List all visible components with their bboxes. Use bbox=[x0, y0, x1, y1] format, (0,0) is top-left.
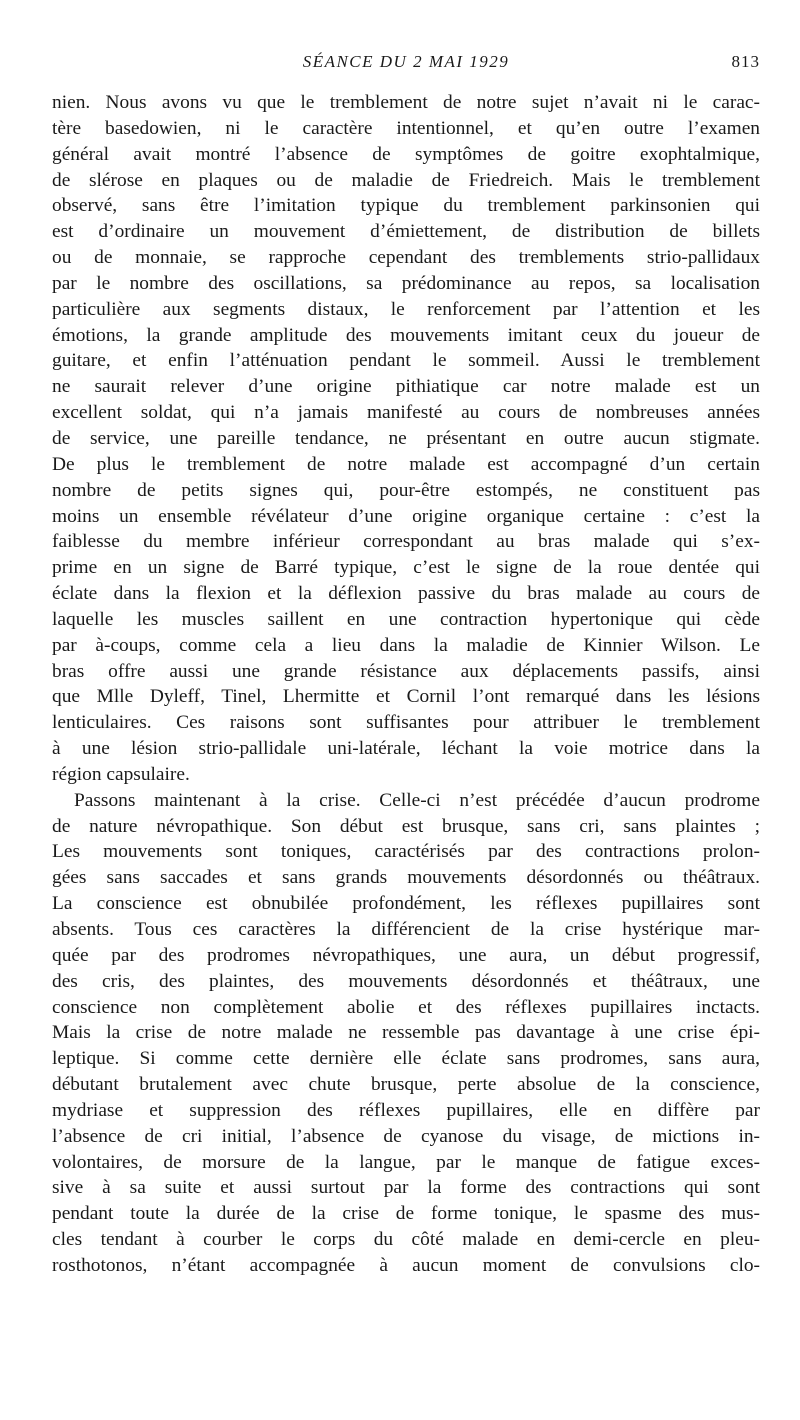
running-head bbox=[52, 52, 760, 76]
text-line: nien. Nous avons vu que le tremblement de notre sujet n’avait ni le carac- bbox=[52, 92, 760, 113]
text-line: ou de monnaie, se rapproche cependant des tremblements strio-pallidaux bbox=[52, 247, 760, 269]
text-line: région capsulaire. bbox=[52, 763, 190, 785]
text-line: ne saurait relever d’une origine pithiatique car notre malade est un bbox=[52, 376, 760, 398]
text-line: faiblesse du membre inférieur correspondant au bras malade qui s’ex- bbox=[52, 531, 760, 553]
page-number: 813 bbox=[731, 52, 760, 71]
text-line: observé, sans être l’imitation typique du tremblement parkinsonien qui bbox=[52, 195, 760, 217]
text-line: quée par des prodromes névropathiques, une aura, un début progressif, bbox=[52, 944, 760, 966]
text-line: bras offre aussi une grande résistance aux déplacements passifs, ainsi bbox=[52, 660, 760, 682]
text-line: tère basedowien, ni le caractère intentionnel, et qu’en outre l’examen bbox=[52, 117, 760, 139]
text-line: La conscience est obnubilée profondément, les réflexes pupillaires sont bbox=[52, 893, 760, 915]
text-line: excellent soldat, qui n’a jamais manifesté au cours de nombreuses années bbox=[52, 402, 760, 424]
body-text bbox=[52, 90, 760, 1279]
text-line: général avait montré l’absence de symptômes de goitre exophtalmique, bbox=[52, 143, 760, 165]
text-line: Mais la crise de notre malade ne ressemble pas davantage à une crise épi- bbox=[52, 1022, 760, 1044]
text-line: nombre de petits signes qui, pour-être estompés, ne constituent pas bbox=[52, 479, 760, 501]
text-line: est d’ordinaire un mouvement d’émiettement, de distribution de billets bbox=[52, 221, 760, 243]
text-line: par le nombre des oscillations, sa prédominance au repos, sa localisation bbox=[52, 272, 760, 294]
text-line: lenticulaires. Ces raisons sont suffisantes pour attribuer le tremblement bbox=[52, 712, 760, 734]
text-line: débutant brutalement avec chute brusque, perte absolue de la conscience, bbox=[52, 1074, 760, 1096]
text-line: que Mlle Dyleff, Tinel, Lhermitte et Cornil l’ont remarqué dans les lésions bbox=[52, 686, 760, 708]
text-line: De plus le tremblement de notre malade est accompagné d’un certain bbox=[52, 453, 760, 475]
text-line: éclate dans la flexion et la déflexion passive du bras malade au cours de bbox=[52, 583, 760, 605]
text-line: à une lésion strio-pallidale uni-latérale, léchant la voie motrice dans la bbox=[52, 738, 760, 760]
text-line: prime en un signe de Barré typique, c’est le signe de la roue dentée qui bbox=[52, 557, 760, 579]
text-line: cles tendant à courber le corps du côté malade en demi-cercle en pleu- bbox=[52, 1229, 760, 1251]
text-line: des cris, des plaintes, des mouvements désordonnés et théâtraux, une bbox=[52, 970, 760, 992]
text-line: Passons maintenant à la crise. Celle-ci n’est précédée d’aucun prodrome bbox=[74, 789, 760, 811]
text-line: guitare, et enfin l’atténuation pendant le sommeil. Aussi le tremblement bbox=[52, 350, 760, 372]
text-line: volontaires, de morsure de la langue, par le manque de fatigue exces- bbox=[52, 1151, 760, 1173]
running-head-title: SÉANCE DU 2 MAI 1929 bbox=[302, 52, 510, 71]
text-line: de nature névropathique. Son début est brusque, sans cri, sans plaintes ; bbox=[52, 815, 760, 837]
text-line: Les mouvements sont toniques, caractérisés par des contractions prolon- bbox=[52, 841, 760, 863]
text-line: pendant toute la durée de la crise de forme tonique, le spasme des mus- bbox=[52, 1203, 760, 1225]
text-line: leptique. Si comme cette dernière elle éclate sans prodromes, sans aura, bbox=[52, 1048, 760, 1070]
text-line: particulière aux segments distaux, le renforcement par l’attention et les bbox=[52, 298, 760, 320]
text-line: par à-coups, comme cela a lieu dans la maladie de Kinnier Wilson. Le bbox=[52, 634, 760, 656]
text-line: sive à sa suite et aussi surtout par la forme des contractions qui sont bbox=[52, 1177, 760, 1199]
text-line: mydriase et suppression des réflexes pupillaires, elle en diffère par bbox=[52, 1099, 760, 1121]
text-line: de slérose en plaques ou de maladie de Friedreich. Mais le tremblement bbox=[52, 169, 760, 191]
text-line: gées sans saccades et sans grands mouvements désordonnés ou théâtraux. bbox=[52, 867, 760, 889]
text-line: conscience non complètement abolie et des réflexes pupillaires inctacts. bbox=[52, 996, 760, 1018]
text-line: moins un ensemble révélateur d’une origine organique certaine : c’est la bbox=[52, 505, 760, 527]
text-line: l’absence de cri initial, l’absence de cyanose du visage, de mictions in- bbox=[52, 1125, 760, 1147]
text-line: laquelle les muscles saillent en une contraction hypertonique qui cède bbox=[52, 608, 760, 630]
text-line: absents. Tous ces caractères la différencient de la crise hystérique mar- bbox=[52, 919, 760, 940]
text-line: émotions, la grande amplitude des mouvements imitant ceux du joueur de bbox=[52, 324, 760, 346]
text-line: de service, une pareille tendance, ne présentant en outre aucun stigmate. bbox=[52, 427, 760, 449]
text-line: rosthotonos, n’étant accompagnée à aucun moment de convulsions clo- bbox=[52, 1254, 760, 1276]
